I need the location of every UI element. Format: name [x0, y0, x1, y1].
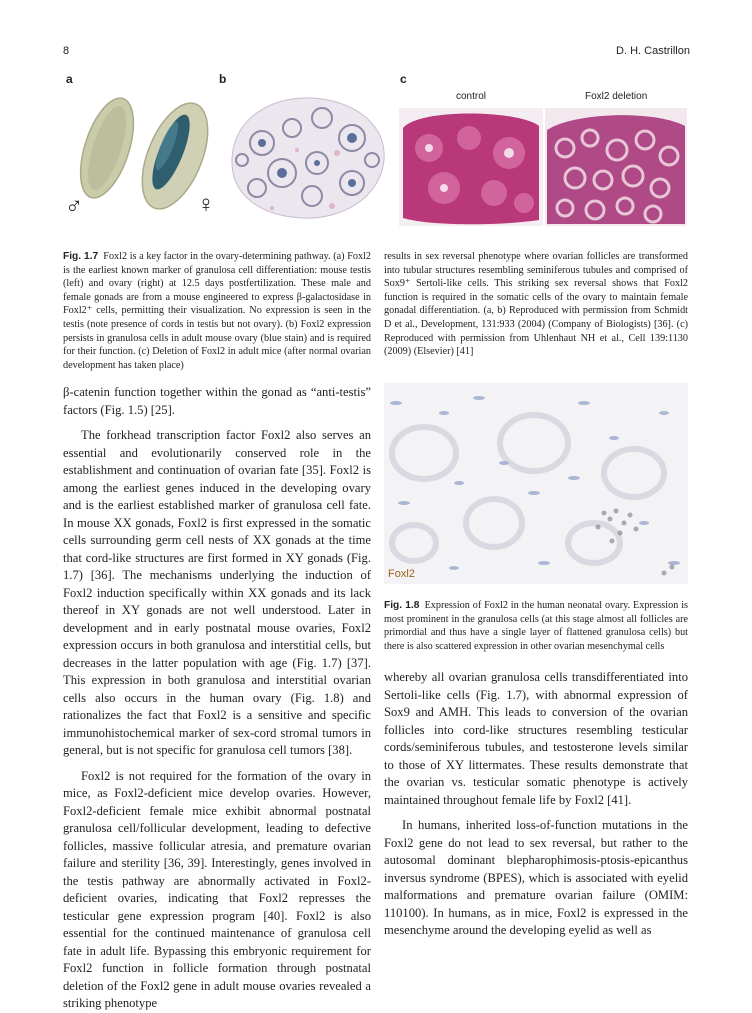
male-symbol-icon: ♂	[65, 194, 83, 220]
panel-c-deletion-image	[545, 108, 687, 226]
paragraph: In humans, inherited loss-of-function mutations in the Foxl2 gene do not lead to sex reversal, but rather to the autosomal dominant blepharophimosis-ptosis-epicanthus inversus syndrome (BPES), which is associated with eyelid malformations and premature ovarian failure (OMIM: 110100). In humans, as in mice, Foxl2 is expressed in the mesenchyme around the developing eyelid as well as	[384, 818, 688, 937]
paragraph: The forkhead transcription factor Foxl2 also serves an essential and evolutionarily conserved role in the establishment and continuation of ovarian fate [35]. Foxl2 is among the earliest genes induced in the developing ovary and is the earliest established marker of granulosa cell fate. In mouse XX gonads, Foxl2 is first expressed in the somatic cells surrounding germ cell nests of XX gonads at the time that cord-like structures are first formed in XY gonads (Fig. 1.7) [36]. The mechanisms underlying the induction of Foxl2 induction specifically within XX gonads and its lack thereof in XY gonads are not well understood. Later in development and in early postnatal mouse ovaries, Foxl2 expression occurs in both granulosa and interstitial cells, but decreases in the latter population with age (Fig. 1.7) [37]. This expression in both granulosa and interstitial ovarian cells also occurs in the human ovary (Fig. 1.8) and rationalizes the fact that Foxl2 is a sensitive and specific immunohistochemical marker of sex-cord stromal tumors in general, but is not specific for granulosa cell tumors [38].	[63, 428, 371, 757]
control-label: control	[456, 91, 487, 102]
figure-1-7-caption-text: Foxl2 is a key factor in the ovary-determining pathway. (a) Foxl2 is the earliest known marker of granulosa cell differentiation: mouse testis (left) and ovary (right) at 12.5 days postfertilization. These male and female gonads are from a mouse engineered to express β-galactosidase in Foxl2⁺ cells, permitting their visualization. No expression is seen in the testis (note presence of cords in testis but not ovary). (b) Foxl2 expression persists in granulosa cells in adult mouse ovary (blue stain) and is required for their function. (c) Deletion of Foxl2 in adult mice (after normal ovarian development has taken place)	[63, 251, 371, 371]
female-symbol-icon: ♀	[197, 192, 215, 218]
figure-1-8-caption	[384, 599, 688, 653]
page-number: 8	[63, 45, 70, 57]
paragraph: β-catenin function together within the gonad as “anti-testis” factors (Fig. 1.5) [25].	[63, 385, 371, 417]
figure-1-8-caption-text: Expression of Foxl2 in the human neonatal ovary. Expression is most prominent in the granulosa cells (at this stage almost all follicles are primordial and thus have a single layer of flattened granulosa cells) but there is also scattered expression in other ovarian mesenchymal cells	[384, 600, 688, 652]
left-column-text	[63, 384, 371, 1013]
paragraph: whereby all ovarian granulosa cells transdifferentiated into Sertoli-like cells (Fig. 1.7), with abnormal expression of Sox9 and AMH. This leads to conversion of the ovarian follicles into cord-like structures resembling testicular cords/seminiferous tubules, and testosterone levels similar to those of XY littermates. These results demonstrate that the ovarian vs. testicular somatic phenotype is actively maintained throughout female life by Foxl2 [41].	[384, 670, 688, 807]
figure-1-7-caption-right: results in sex reversal phenotype where ovarian follicles are transformed into tubular structures resembling seminiferous tubules and comprised of Sox9⁺ Sertoli-like cells. This striking sex reversal shows that Foxl2 function is required in the somatic cells of the ovary to maintain female gonadal differentiation. (a, b) Reproduced with permission from Schmidt D et al., Development, 131:933 (2004) (Company of Biologists) [36]. (c) Reproduced with permission from Uhlenhaut NH et al., Cell 139:1130 (2009) (Elsevier) [41]	[384, 251, 688, 358]
figure-1-8-image	[384, 383, 688, 584]
deletion-label: Foxl2 deletion	[585, 91, 648, 102]
running-author: D. H. Castrillon	[616, 45, 690, 57]
figure-1-7-caption-left	[63, 250, 371, 372]
panel-b-label: b	[219, 72, 227, 86]
figure-1-7-caption-label: Fig. 1.7	[63, 251, 99, 262]
panel-b-image	[222, 88, 394, 226]
paragraph: Foxl2 is not required for the formation of the ovary in mice, as Foxl2-deficient mice develop ovaries. However, Foxl2-deficient female mice exhibit abnormal postnatal granulosa cell/follicular development, leading to defective follicles, massive follicular atresia, and premature ovarian failure and sterility [36, 39]. Interestingly, genes involved in the testis pathway are abnormally activated in Foxl2-deficient ovaries, indicating that Foxl2 represses the testicular gene expression program [40]. Foxl2 is also essential for the continued maintenance of granulosa cell fate in adult life. Bypassing this embryonic requirement for Foxl2 function in follicle formation through postnatal deletion of the Foxl2 gene in adult mouse ovaries revealed a striking phenotype	[63, 768, 371, 1010]
figure-1-8-caption-label: Fig. 1.8	[384, 600, 420, 611]
right-column-text	[384, 669, 688, 940]
figure-1-8-stain-label: Foxl2	[388, 568, 415, 580]
panel-a-image	[63, 86, 215, 226]
panel-c-label: c	[400, 72, 407, 86]
panel-a-label: a	[66, 72, 73, 86]
panel-c-control-image	[399, 108, 543, 226]
